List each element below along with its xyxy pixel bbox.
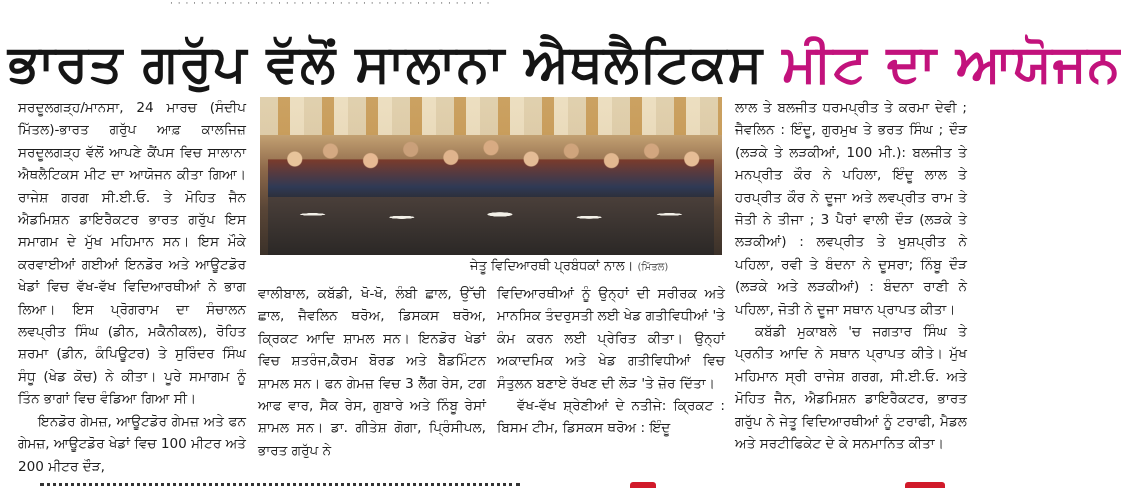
article-column-2 <box>258 283 486 462</box>
article-column-4 <box>735 97 967 456</box>
article-column-3 <box>497 283 725 440</box>
photo-caption <box>470 258 720 276</box>
headline-part-accent: ਮੀਟ ਦਾ ਆਯੋਜਨ <box>782 34 1121 94</box>
article-column-1 <box>18 97 246 478</box>
event-photo <box>260 97 722 255</box>
article-paragraph: ਇਨਡੋਰ ਗੇਮਜ਼, ਆਊਟਡੋਰ ਗੇਮਜ਼ ਅਤੇ ਫਨ ਗੇਮਜ਼, ਆਊਟਡੋਰ ਖੇਡਾਂ ਵਿਚ 100 ਮੀਟਰ ਅਤੇ 200 ਮੀਟਰ ਦੌੜ, <box>18 413 246 475</box>
next-article-text-fragment <box>40 483 520 491</box>
next-headline-fragment <box>630 482 656 488</box>
next-article-strip <box>0 481 975 488</box>
article-paragraph: ਵਾਲੀਬਾਲ, ਕਬੱਡੀ, ਖੋ-ਖੋ, ਲੰਬੀ ਛਾਲ, ਉੱਚੀ ਛਾਲ, ਜੈਵਲਿਨ ਥਰੋਅ, ਡਿਸਕਸ ਥਰੋਅ, ਕ੍ਰਿਕਟ ਆਦਿ ਸ਼ਾਮਲ ਸਨ। ਇਨਡੋਰ ਖੇਡਾਂ ਵਿਚ ਸ਼ਤਰੰਜ,ਕੈਰਮ ਬੋਰਡ ਅਤੇ ਬੈਡਮਿੰਟਨ ਸ਼ਾਮਲ ਸਨ। ਫਨ ਗੇਮਜ਼ ਵਿਚ 3 ਲੈੱਗ ਰੇਸ, ਟਗ ਆਫ ਵਾਰ, ਸੈਕ ਰੇਸ, ਗੁਬਾਰੇ ਅਤੇ ਨਿੰਬੂ ਰੇਸਾਂ ਸ਼ਾਮਲ ਸਨ। ਡਾ. ਗੀਤੇਸ਼ ਗੋਗਾ, ਪ੍ਰਿੰਸੀਪਲ, ਭਾਰਤ ਗਰੁੱਪ ਨੇ <box>258 286 486 459</box>
article-paragraph: ਵਿਦਿਆਰਥੀਆਂ ਨੂੰ ਉਨ੍ਹਾਂ ਦੀ ਸਰੀਰਕ ਅਤੇ ਮਾਨਸਿਕ ਤੰਦਰੁਸਤੀ ਲਈ ਖੇਡ ਗਤੀਵਿਧੀਆਂ 'ਤੇ ਕੰਮ ਕਰਨ ਲਈ ਪ੍ਰੇਰਿਤ ਕੀਤਾ। ਉਨ੍ਹਾਂ ਅਕਾਦਮਿਕ ਅਤੇ ਖੇਡ ਗਤੀਵਿਧੀਆਂ ਵਿਚ ਸੰਤੁਲਨ ਬਣਾਏ ਰੱਖਣ ਦੀ ਲੋੜ 'ਤੇ ਜ਼ੋਰ ਦਿੱਤਾ। <box>497 286 725 392</box>
article-paragraph: ਵੱਖ-ਵੱਖ ਸ਼੍ਰੇਣੀਆਂ ਦੇ ਨਤੀਜੇ: ਕ੍ਰਿਕਟ : ਬਿਸਮ ਟੀਮ, ਡਿਸਕਸ ਥਰੋਅ : ਇੰਦੂ <box>497 398 725 437</box>
next-headline-fragment <box>905 482 945 488</box>
previous-article-strip: · · · · · · · · · · · · · · · · · · · · · · · · · · · · · · · · · · · · · · · · · · <box>170 0 491 9</box>
photo-credit: (ਮਿੱਤਲ) <box>637 262 669 273</box>
photo-front-row-certificates <box>268 197 714 255</box>
article-paragraph: ਸਰਦੂਲਗੜ੍ਹ/ਮਾਨਸਾ, 24 ਮਾਰਚ (ਸੰਦੀਪ ਮਿੱਤਲ)-ਭਾਰਤ ਗਰੁੱਪ ਆਫ਼ ਕਾਲਜਿਜ਼ ਸਰਦੂਲਗੜ੍ਹ ਵੱਲੋਂ ਆਪਣੇ ਕੈਂਪਸ ਵਿਚ ਸਾਲਾਨਾ ਐਥਲੈਟਿਕਸ ਮੀਟ ਦਾ ਆਯੋਜਨ ਕੀਤਾ ਗਿਆ। ਰਾਜੇਸ਼ ਗਰਗ ਸੀ.ਈ.ਓ. ਤੇ ਮੋਹਿਤ ਜੈਨ ਐਡਮਿਸ਼ਨ ਡਾਇਰੈਕਟਰ ਭਾਰਤ ਗਰੁੱਪ ਇਸ ਸਮਾਗਮ ਦੇ ਮੁੱਖ ਮਹਿਮਾਨ ਸਨ। ਇਸ ਮੌਕੇ ਕਰਵਾਈਆਂ ਗਈਆਂ ਇਨਡੋਰ ਅਤੇ ਆਊਟਡੋਰ ਖੇਡਾਂ ਵਿਚ ਵੱਖ-ਵੱਖ ਵਿਦਿਆਰਥੀਆਂ ਨੇ ਭਾਗ ਲਿਆ। ਇਸ ਪ੍ਰੋਗਰਾਮ ਦਾ ਸੰਚਾਲਨ ਲਵਪ੍ਰੀਤ ਸਿੰਘ (ਡੀਨ, ਮਕੈਨੀਕਲ), ਰੋਹਿਤ ਸ਼ਰਮਾ (ਡੀਨ, ਕੰਪਿਊਟਰ) ਤੇ ਸੁਰਿੰਦਰ ਸਿੰਘ ਸੰਧੂ (ਖੇਡ ਕੋਚ) ਨੇ ਕੀਤਾ। ਪੂਰੇ ਸਮਾਗਮ ਨੂੰ ਤਿੰਨ ਭਾਗਾਂ ਵਿਚ ਵੰਡਿਆ ਗਿਆ ਸੀ। <box>18 100 246 408</box>
caption-text: ਜੇਤੂ ਵਿਦਿਆਰਥੀ ਪ੍ਰਬੰਧਕਾਂ ਨਾਲ। <box>470 259 634 274</box>
headline-part-black: ਭਾਰਤ ਗਰੁੱਪ ਵੱਲੋਂ ਸਾਲਾਨਾ ਐਥਲੈਟਿਕਸ <box>8 34 783 94</box>
photo-group-of-students <box>268 127 714 207</box>
article-paragraph: ਲਾਲ ਤੇ ਬਲਜੀਤ ਧਰਮਪ੍ਰੀਤ ਤੇ ਕਰਮਾ ਦੇਵੀ ; ਜੈਵਲਿਨ : ਇੰਦੂ, ਗੁਰਮੁਖ ਤੇ ਭਰਤ ਸਿੰਘ ; ਦੌੜ (ਲੜਕੇ ਤੇ ਲੜਕੀਆਂ, 100 ਮੀ.): ਬਲਜੀਤ ਤੇ ਮਨਪ੍ਰੀਤ ਕੌਰ ਨੇ ਪਹਿਲਾ, ਇੰਦੂ ਲਾਲ ਤੇ ਹਰਪ੍ਰੀਤ ਕੌਰ ਨੇ ਦੂਜਾ ਅਤੇ ਲਵਪ੍ਰੀਤ ਰਾਮ ਤੇ ਜੋਤੀ ਨੇ ਤੀਜਾ ; 3 ਪੈਰਾਂ ਵਾਲੀ ਦੌੜ (ਲੜਕੇ ਤੇ ਲੜਕੀਆਂ) : ਲਵਪ੍ਰੀਤ ਤੇ ਖੁਸ਼ਪ੍ਰੀਤ ਨੇ ਪਹਿਲਾ, ਰਵੀ ਤੇ ਬੰਦਨਾ ਨੇ ਦੂਸਰਾ; ਨਿੰਬੂ ਦੌੜ (ਲੜਕੇ ਅਤੇ ਲੜਕੀਆਂ) : ਬੰਦਨਾ ਰਾਣੀ ਨੇ ਪਹਿਲਾ, ਜੋਤੀ ਨੇ ਦੂਜਾ ਸਥਾਨ ਪ੍ਰਾਪਤ ਕੀਤਾ। <box>735 100 967 318</box>
article-paragraph: ਕਬੱਡੀ ਮੁਕਾਬਲੇ 'ਚ ਜਗਤਾਰ ਸਿੰਘ ਤੇ ਪ੍ਰਨੀਤ ਆਦਿ ਨੇ ਸਥਾਨ ਪ੍ਰਾਪਤ ਕੀਤੇ। ਮੁੱਖ ਮਹਿਮਾਨ ਸ੍ਰੀ ਰਾਜੇਸ਼ ਗਰਗ, ਸੀ.ਈ.ਓ. ਅਤੇ ਮੋਹਿਤ ਜੈਨ, ਐਡਮਿਸ਼ਨ ਡਾਇਰੈਕਟਰ, ਭਾਰਤ ਗਰੁੱਪ ਨੇ ਜੇਤੂ ਵਿਦਿਆਰਥੀਆਂ ਨੂੰ ਟਰਾਫੀ, ਮੈਡਲ ਅਤੇ ਸਰਟੀਫਿਕੇਟ ਦੇ ਕੇ ਸਨਮਾਨਿਤ ਕੀਤਾ। <box>735 324 967 453</box>
